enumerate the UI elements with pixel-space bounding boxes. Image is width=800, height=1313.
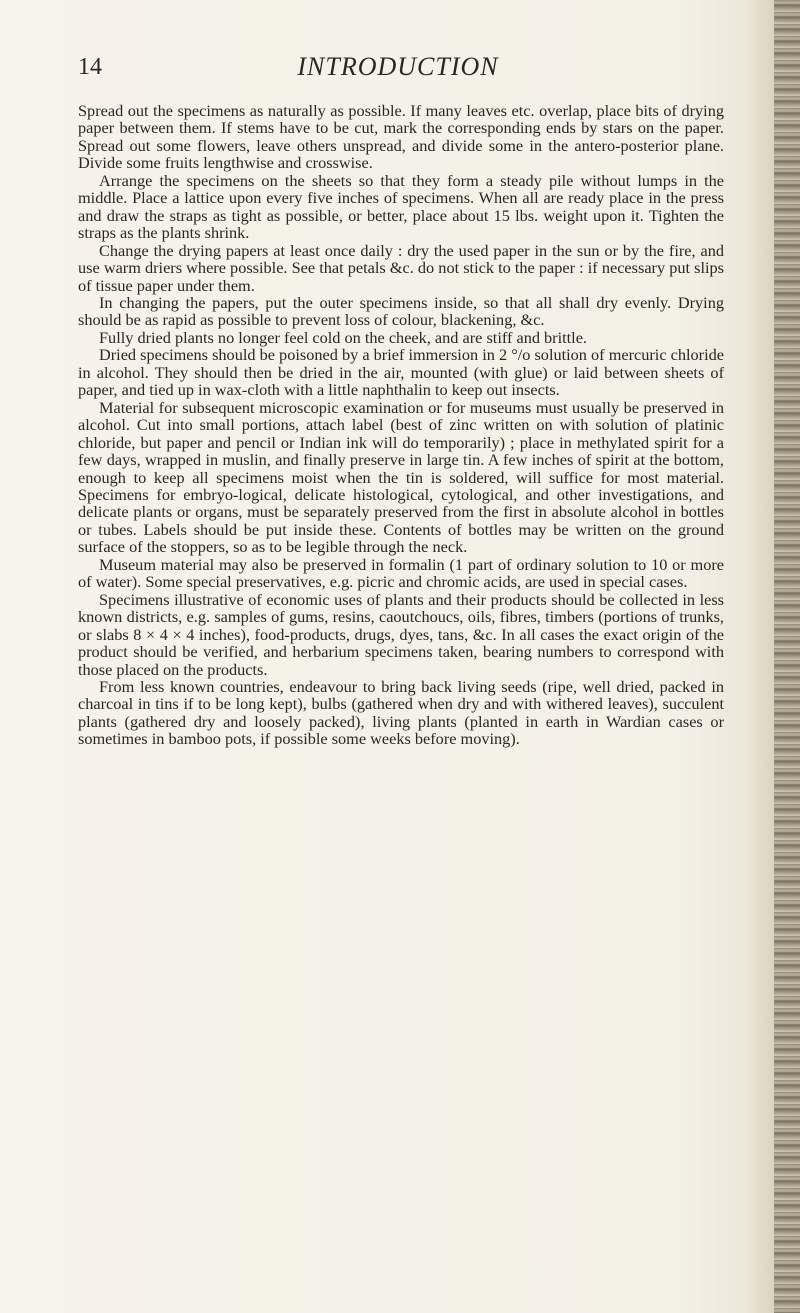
paragraph-change-papers: Change the drying papers at least once daily : dry the used paper in the sun or by the fire, and use warm driers where possible. See that petals &c. do not stick to the paper : if necessary put slips of tissue paper under them. (78, 240, 724, 295)
paragraph-living-material: From less known countries, endeavour to bring back living seeds (ripe, well dried, packed in charcoal in tins if to be long kept), bulbs (gathered when dry and with withered leaves), succulent plants (gathered dry and loosely packed), living plants (planted in earth in Wardian cases or sometimes in bamboo pots, if possible some weeks before moving). (78, 676, 724, 749)
page-header (78, 52, 718, 88)
body-text (78, 102, 724, 748)
paragraph-poisoning: Dried specimens should be poisoned by a brief immersion in 2 °/o solution of mercuric chloride in alcohol. They should then be dried in the air, mounted (with glue) or laid between sheets of paper, and tied up in wax-cloth with a little naphthalin to keep out insects. (78, 345, 724, 400)
paragraph-changing-papers: In changing the papers, put the outer specimens inside, so that all shall dry evenly. Drying should be as rapid as possible to prevent loss of colour, blackening, &c. (78, 292, 724, 330)
paragraph-museum-material: Museum material may also be preserved in formalin (1 part of ordinary solution to 10 or more of water). Some special preservatives, e.g. picric and chromic acids, are used in special cases. (78, 554, 724, 592)
paragraph-economic-specimens: Specimens illustrative of economic uses of plants and their products should be collected in less known districts, e.g. samples of gums, resins, caoutchoucs, oils, fibres, timbers (portions of trunks, or slabs 8 × 4 × 4 inches), food-products, drugs, dyes, tans, &c. In all cases the exact origin of the product should be verified, and herbarium specimens taken, bearing numbers to correspond with those placed on the products. (78, 589, 724, 679)
paragraph-fully-dried: Fully dried plants no longer feel cold on the cheek, and are stiff and brittle. (99, 327, 587, 347)
paragraph-microscopic-material: Material for subsequent microscopic examination or for museums must usually be preserved in alcohol. Cut into small portions, attach label (best of zinc written on with solution of platinic chloride, but paper and pencil or Indian ink will do temporarily) ; place in methylated spirit for a few days, wrapped in muslin, and finally preserve in large tin. A few inches of spirit at the bottom, enough to keep all specimens moist when the tin is soldered, will suffice for most material. Specimens for embryo-logical, delicate histological, cytological, and other investigations, and delicate plants or organs, must be separately preserved from the first in absolute alcohol in bottles or tubes. Labels should be put inside these. Contents of bottles may be written on the ground surface of the stoppers, so as to be legible through the neck. (78, 397, 724, 557)
page-number: 14 (78, 54, 102, 80)
page-edge (774, 0, 800, 1313)
paragraph-arrange-specimens: Arrange the specimens on the sheets so that they form a steady pile without lumps in the middle. Place a lattice upon every five inches of specimens. When all are ready place in the press and draw the straps as tight as possible, or better, place about 15 lbs. weight upon it. Tighten the straps as the plants shrink. (78, 170, 724, 243)
running-head: INTRODUCTION (297, 52, 499, 81)
paragraph-spread-specimens: Spread out the specimens as naturally as possible. If many leaves etc. overlap, place bits of drying paper between them. If stems have to be cut, mark the corresponding ends by stars on the paper. Spread out some flowers, leave others unspread, and divide some in the antero-posterior plane. Divide some fruits lengthwise and crosswise. (78, 101, 724, 173)
